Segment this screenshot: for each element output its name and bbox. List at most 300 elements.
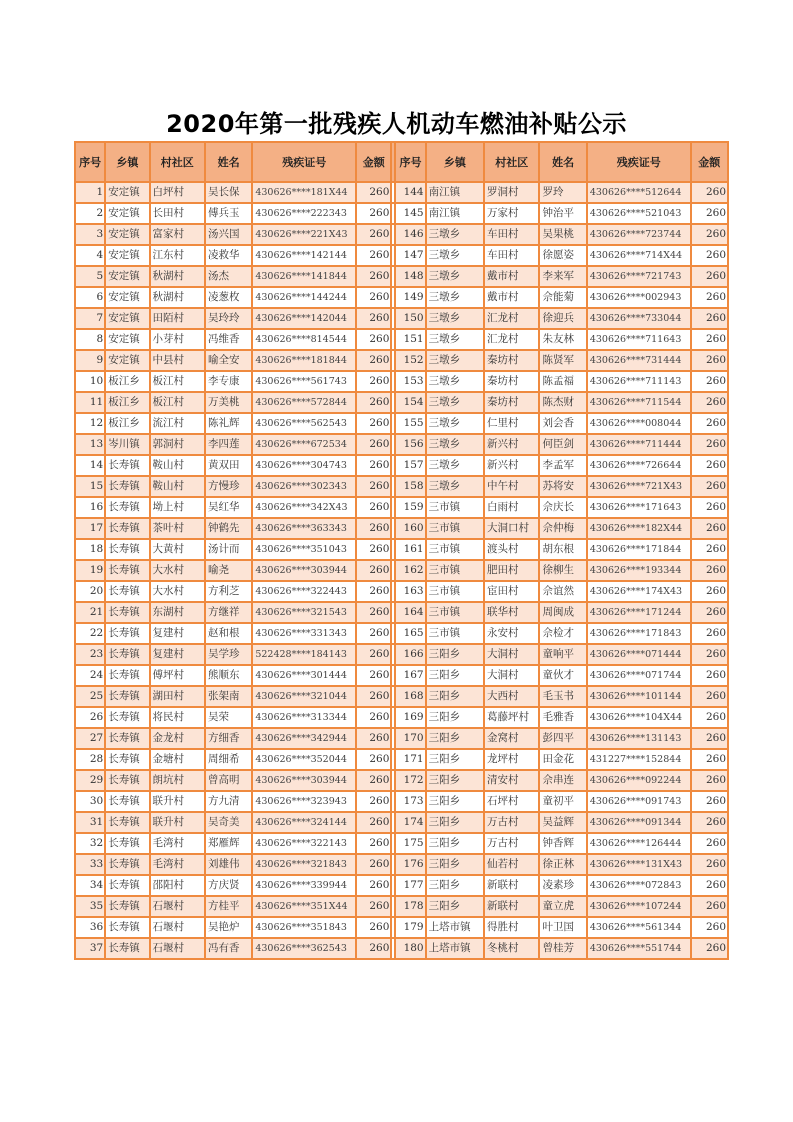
cell-village: 罗洞村 [484,182,539,203]
cell-certificate: 430626****521043 [587,203,691,224]
cell-seq: 8 [75,329,105,350]
cell-seq: 18 [75,539,105,560]
cell-township: 长寿镇 [105,812,149,833]
table-row [75,812,728,833]
table-row [75,644,728,665]
cell-amount: 260 [691,917,728,938]
cell-amount: 260 [356,581,391,602]
cell-seq: 32 [75,833,105,854]
cell-seq: 145 [395,203,425,224]
cell-amount: 260 [691,581,728,602]
cell-village: 流江村 [150,413,205,434]
cell-certificate: 430626****562543 [252,413,356,434]
cell-village: 永安村 [484,623,539,644]
cell-seq: 168 [395,686,425,707]
cell-seq: 147 [395,245,425,266]
cell-seq: 146 [395,224,425,245]
cell-amount: 260 [691,707,728,728]
cell-amount: 260 [356,329,391,350]
cell-village: 汇龙村 [484,308,539,329]
cell-township: 长寿镇 [105,833,149,854]
cell-name: 徐柳生 [539,560,586,581]
cell-certificate: 430626****301444 [252,665,356,686]
cell-name: 方继祥 [205,602,252,623]
cell-seq: 172 [395,770,425,791]
cell-village: 大洞村 [484,665,539,686]
cell-certificate: 430626****303944 [252,560,356,581]
cell-name: 李来军 [539,266,586,287]
cell-township: 南江镇 [426,203,484,224]
header-amount: 金额 [691,142,728,182]
cell-name: 方细香 [205,728,252,749]
cell-village: 新联村 [484,875,539,896]
cell-amount: 260 [356,182,391,203]
cell-township: 三阳乡 [426,665,484,686]
cell-certificate: 430626****733044 [587,308,691,329]
cell-village: 石堰村 [150,917,205,938]
cell-certificate: 430626****561344 [587,917,691,938]
cell-village: 石堰村 [150,938,205,959]
cell-name: 徐愿姿 [539,245,586,266]
cell-amount: 260 [691,392,728,413]
table-row [75,875,728,896]
header-certificate: 残疾证号 [587,142,691,182]
cell-village: 戴市村 [484,287,539,308]
cell-amount: 260 [356,896,391,917]
cell-township: 三阳乡 [426,791,484,812]
cell-name: 汤兴国 [205,224,252,245]
cell-name: 彭四平 [539,728,586,749]
table-row [75,182,728,203]
cell-name: 罗玲 [539,182,586,203]
cell-name: 佘检才 [539,623,586,644]
cell-seq: 3 [75,224,105,245]
table-row [75,833,728,854]
cell-village: 茶叶村 [150,518,205,539]
cell-village: 毛湾村 [150,833,205,854]
cell-amount: 260 [356,875,391,896]
cell-name: 汤杰 [205,266,252,287]
cell-certificate: 430626****302343 [252,476,356,497]
cell-name: 冯有香 [205,938,252,959]
table-row [75,371,728,392]
cell-township: 长寿镇 [105,581,149,602]
cell-name: 朱友林 [539,329,586,350]
cell-seq: 37 [75,938,105,959]
cell-amount: 260 [691,182,728,203]
cell-township: 三阳乡 [426,749,484,770]
cell-seq: 7 [75,308,105,329]
cell-amount: 260 [356,518,391,539]
cell-seq: 177 [395,875,425,896]
cell-township: 长寿镇 [105,875,149,896]
cell-certificate: 430626****322143 [252,833,356,854]
cell-amount: 260 [691,539,728,560]
cell-village: 戴市村 [484,266,539,287]
table-body [75,182,728,959]
cell-amount: 260 [356,539,391,560]
cell-name: 叶卫国 [539,917,586,938]
header-row [75,142,728,182]
cell-name: 陈杰财 [539,392,586,413]
cell-township: 长寿镇 [105,539,149,560]
cell-village: 宦田村 [484,581,539,602]
cell-township: 三市镇 [426,560,484,581]
cell-township: 三墩乡 [426,329,484,350]
table-row [75,623,728,644]
cell-amount: 260 [691,602,728,623]
cell-seq: 162 [395,560,425,581]
cell-certificate: 430626****711643 [587,329,691,350]
header-name: 姓名 [205,142,252,182]
cell-seq: 179 [395,917,425,938]
cell-certificate: 430626****193344 [587,560,691,581]
cell-township: 三墩乡 [426,413,484,434]
cell-certificate: 430626****339944 [252,875,356,896]
cell-seq: 22 [75,623,105,644]
cell-village: 葛藤坪村 [484,707,539,728]
cell-certificate: 430626****091344 [587,812,691,833]
cell-name: 钟治平 [539,203,586,224]
cell-village: 冬桃村 [484,938,539,959]
cell-amount: 260 [356,350,391,371]
cell-name: 李专康 [205,371,252,392]
cell-seq: 20 [75,581,105,602]
cell-seq: 26 [75,707,105,728]
cell-village: 郭洞村 [150,434,205,455]
cell-township: 安定镇 [105,287,149,308]
table-row [75,938,728,959]
cell-amount: 260 [356,413,391,434]
cell-certificate: 430626****092244 [587,770,691,791]
cell-name: 刘会香 [539,413,586,434]
header-seq: 序号 [75,142,105,182]
subsidy-table [74,141,729,960]
cell-seq: 9 [75,350,105,371]
cell-township: 长寿镇 [105,791,149,812]
cell-village: 板江村 [150,392,205,413]
cell-amount: 260 [356,812,391,833]
cell-township: 长寿镇 [105,560,149,581]
cell-village: 田陌村 [150,308,205,329]
cell-name: 冯维香 [205,329,252,350]
cell-village: 万古村 [484,833,539,854]
cell-name: 何臣剑 [539,434,586,455]
cell-seq: 174 [395,812,425,833]
cell-certificate: 430626****711143 [587,371,691,392]
cell-township: 三墩乡 [426,455,484,476]
cell-village: 将民村 [150,707,205,728]
table-row [75,602,728,623]
cell-name: 苏将安 [539,476,586,497]
cell-amount: 260 [356,791,391,812]
cell-certificate: 430626****362543 [252,938,356,959]
cell-township: 安定镇 [105,308,149,329]
cell-amount: 260 [691,245,728,266]
cell-amount: 260 [691,875,728,896]
cell-certificate: 430626****174X43 [587,581,691,602]
cell-village: 大洞口村 [484,518,539,539]
cell-seq: 28 [75,749,105,770]
cell-township: 三阳乡 [426,644,484,665]
cell-village: 东湖村 [150,602,205,623]
cell-amount: 260 [356,392,391,413]
cell-certificate: 430626****072843 [587,875,691,896]
cell-certificate: 430626****131143 [587,728,691,749]
cell-amount: 260 [691,371,728,392]
table-row [75,392,728,413]
cell-seq: 150 [395,308,425,329]
table-row [75,203,728,224]
cell-seq: 165 [395,623,425,644]
cell-seq: 21 [75,602,105,623]
cell-name: 凌救华 [205,245,252,266]
cell-certificate: 430626****313344 [252,707,356,728]
cell-seq: 36 [75,917,105,938]
cell-amount: 260 [356,728,391,749]
cell-township: 长寿镇 [105,602,149,623]
cell-village: 复建村 [150,644,205,665]
cell-certificate: 430626****721X43 [587,476,691,497]
cell-seq: 175 [395,833,425,854]
cell-seq: 167 [395,665,425,686]
cell-amount: 260 [691,308,728,329]
cell-amount: 260 [691,770,728,791]
table-row [75,581,728,602]
cell-township: 三阳乡 [426,812,484,833]
cell-village: 车田村 [484,224,539,245]
cell-certificate: 430626****101144 [587,686,691,707]
table-row [75,497,728,518]
table-row [75,350,728,371]
cell-certificate: 430626****331343 [252,623,356,644]
cell-seq: 144 [395,182,425,203]
cell-seq: 29 [75,770,105,791]
cell-township: 三墩乡 [426,476,484,497]
header-village: 村社区 [150,142,205,182]
cell-name: 胡东根 [539,539,586,560]
cell-amount: 260 [356,308,391,329]
cell-village: 大黄村 [150,539,205,560]
cell-township: 上塔市镇 [426,917,484,938]
table-row [75,728,728,749]
cell-name: 佘串连 [539,770,586,791]
cell-certificate: 430626****351043 [252,539,356,560]
cell-name: 佘庆长 [539,497,586,518]
cell-amount: 260 [691,266,728,287]
cell-amount: 260 [691,203,728,224]
cell-seq: 27 [75,728,105,749]
cell-certificate: 430626****181844 [252,350,356,371]
cell-amount: 260 [356,266,391,287]
cell-seq: 180 [395,938,425,959]
cell-amount: 260 [691,476,728,497]
cell-township: 安定镇 [105,329,149,350]
cell-amount: 260 [356,644,391,665]
cell-township: 三阳乡 [426,728,484,749]
cell-village: 坳上村 [150,497,205,518]
cell-certificate: 430626****142044 [252,308,356,329]
cell-name: 吴学珍 [205,644,252,665]
cell-village: 富家村 [150,224,205,245]
cell-name: 吴玲玲 [205,308,252,329]
cell-township: 三墩乡 [426,371,484,392]
cell-certificate: 430626****321543 [252,602,356,623]
cell-amount: 260 [356,917,391,938]
cell-township: 安定镇 [105,203,149,224]
cell-name: 毛雅香 [539,707,586,728]
cell-certificate: 430626****352044 [252,749,356,770]
cell-seq: 155 [395,413,425,434]
cell-seq: 161 [395,539,425,560]
cell-name: 田金花 [539,749,586,770]
cell-village: 板江村 [150,371,205,392]
cell-amount: 260 [356,623,391,644]
cell-seq: 11 [75,392,105,413]
cell-seq: 176 [395,854,425,875]
cell-seq: 154 [395,392,425,413]
cell-township: 安定镇 [105,224,149,245]
cell-amount: 260 [356,224,391,245]
cell-township: 长寿镇 [105,854,149,875]
cell-township: 上塔市镇 [426,938,484,959]
cell-certificate: 430626****572844 [252,392,356,413]
cell-village: 秦坊村 [484,392,539,413]
header-township: 乡镇 [426,142,484,182]
cell-certificate: 430626****071744 [587,665,691,686]
cell-name: 周闽成 [539,602,586,623]
cell-township: 板江乡 [105,392,149,413]
cell-amount: 260 [691,434,728,455]
cell-name: 万美桃 [205,392,252,413]
cell-township: 长寿镇 [105,497,149,518]
cell-village: 邵阳村 [150,875,205,896]
cell-amount: 260 [691,854,728,875]
cell-certificate: 430626****561743 [252,371,356,392]
cell-name: 汤计而 [205,539,252,560]
cell-name: 童初平 [539,791,586,812]
table-row [75,245,728,266]
table-row [75,560,728,581]
cell-seq: 14 [75,455,105,476]
cell-certificate: 430626****171844 [587,539,691,560]
cell-amount: 260 [356,707,391,728]
cell-township: 长寿镇 [105,623,149,644]
table-row [75,791,728,812]
cell-seq: 151 [395,329,425,350]
cell-seq: 31 [75,812,105,833]
table-row [75,413,728,434]
cell-seq: 34 [75,875,105,896]
cell-certificate: 430626****141844 [252,266,356,287]
cell-amount: 260 [356,833,391,854]
cell-amount: 260 [691,686,728,707]
cell-seq: 23 [75,644,105,665]
cell-seq: 30 [75,791,105,812]
cell-amount: 260 [356,938,391,959]
cell-township: 长寿镇 [105,644,149,665]
cell-certificate: 430626****711444 [587,434,691,455]
cell-certificate: 430626****351843 [252,917,356,938]
cell-certificate: 430626****721743 [587,266,691,287]
cell-name: 李四莲 [205,434,252,455]
cell-name: 童立虎 [539,896,586,917]
cell-name: 钟鹤先 [205,518,252,539]
cell-amount: 260 [356,665,391,686]
cell-township: 三墩乡 [426,392,484,413]
cell-name: 佘谊然 [539,581,586,602]
cell-certificate: 430626****304743 [252,455,356,476]
cell-name: 黄双田 [205,455,252,476]
table-row [75,308,728,329]
cell-village: 仁里村 [484,413,539,434]
cell-township: 安定镇 [105,266,149,287]
cell-township: 三墩乡 [426,266,484,287]
cell-township: 三墩乡 [426,287,484,308]
table-row [75,770,728,791]
cell-amount: 260 [691,560,728,581]
cell-certificate: 430626****342944 [252,728,356,749]
cell-certificate: 430626****726644 [587,455,691,476]
cell-seq: 35 [75,896,105,917]
cell-seq: 24 [75,665,105,686]
cell-village: 中午村 [484,476,539,497]
table-row [75,476,728,497]
table-row [75,686,728,707]
cell-seq: 173 [395,791,425,812]
cell-name: 熊顺东 [205,665,252,686]
cell-certificate: 430626****342X43 [252,497,356,518]
cell-certificate: 430626****723744 [587,224,691,245]
cell-village: 长田村 [150,203,205,224]
cell-name: 周细希 [205,749,252,770]
cell-certificate: 430626****107244 [587,896,691,917]
cell-township: 三阳乡 [426,686,484,707]
cell-certificate: 430626****731444 [587,350,691,371]
cell-name: 吴益辉 [539,812,586,833]
cell-village: 肥田村 [484,560,539,581]
cell-amount: 260 [691,350,728,371]
cell-village: 复建村 [150,623,205,644]
table-row [75,455,728,476]
cell-village: 新兴村 [484,434,539,455]
cell-amount: 260 [356,854,391,875]
cell-name: 陈贤军 [539,350,586,371]
cell-township: 三市镇 [426,602,484,623]
cell-village: 小芽村 [150,329,205,350]
cell-township: 长寿镇 [105,518,149,539]
cell-township: 三墩乡 [426,434,484,455]
cell-certificate: 430626****008044 [587,413,691,434]
cell-amount: 260 [691,896,728,917]
cell-certificate: 430626****222343 [252,203,356,224]
cell-amount: 260 [691,644,728,665]
cell-certificate: 430626****181X44 [252,182,356,203]
cell-seq: 4 [75,245,105,266]
cell-township: 三阳乡 [426,833,484,854]
cell-township: 长寿镇 [105,938,149,959]
cell-amount: 260 [691,329,728,350]
cell-name: 凌葱枚 [205,287,252,308]
cell-township: 三墩乡 [426,224,484,245]
cell-village: 新联村 [484,896,539,917]
cell-amount: 260 [691,833,728,854]
cell-township: 三阳乡 [426,707,484,728]
cell-name: 凌素珍 [539,875,586,896]
cell-name: 陈孟福 [539,371,586,392]
cell-certificate: 430626****321044 [252,686,356,707]
cell-township: 南江镇 [426,182,484,203]
